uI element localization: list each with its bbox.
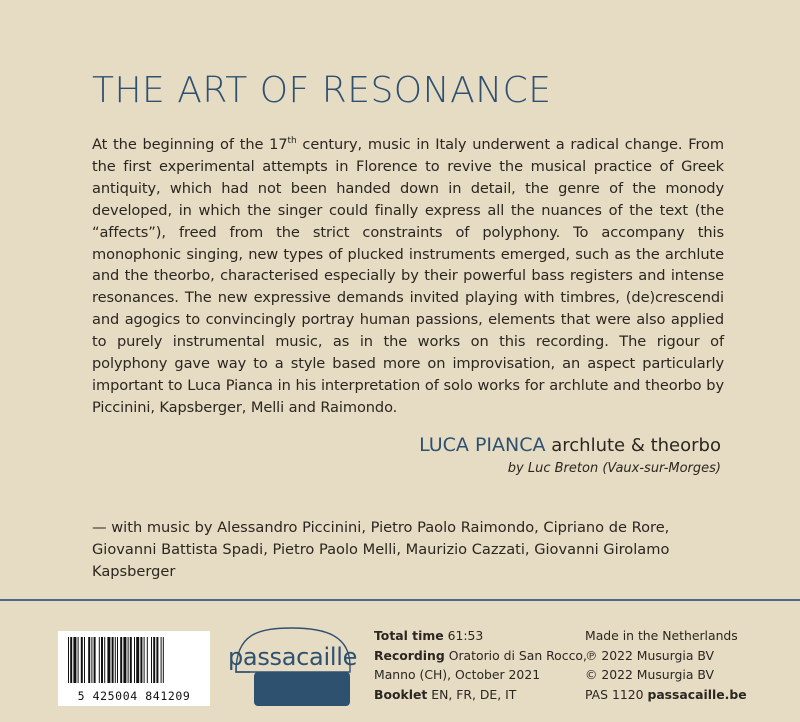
made-in: Made in the Netherlands: [585, 628, 738, 643]
website: passacaille.be: [647, 686, 747, 702]
copyright: © 2022 Musurgia BV: [585, 667, 714, 682]
liner-notes-lead: At the beginning of the 17: [92, 136, 288, 153]
barcode: [58, 631, 210, 706]
performer-line: [419, 434, 721, 456]
composer-list: — with music by Alessandro Piccinini, Pietro Paolo Raimondo, Cipriano de Rore, Giovanni Battista Spadi, Pietro Paolo Melli, Maurizio Cazzati, Giovanni Girolamo Kapsberger: [92, 519, 670, 580]
barcode-digits: 5 425004 841209: [77, 689, 191, 703]
barcode-bars: [66, 637, 202, 685]
recording-label: Recording: [374, 647, 445, 663]
label-logo: [228, 626, 356, 708]
booklet-label: Booklet: [374, 686, 428, 702]
recording-info: [374, 626, 587, 704]
catalog-number: PAS 1120: [585, 686, 644, 702]
booklet-row: [374, 685, 587, 705]
album-title: THE ART OF RESONANCE: [92, 70, 552, 111]
booklet-value: EN, FR, DE, IT: [431, 686, 517, 702]
total-time-label: Total time: [374, 628, 444, 643]
performer-instruments: archlute & theorbo: [551, 435, 721, 456]
liner-notes-rest: century, music in Italy underwent a radical change. From the first experimental attempts in Florence to revive the musical practice of Greek antiquity, which had not been handed down in detail, the genre of the monody developed, in which the singer could finally express all the nuances of the text (the “affects”), freed from the strict constraints of polyphony. To accompany this monophonic singing, new types of plucked instruments emerged, such as the archlute and the theorbo, characterised especially by their powerful bass registers and intense resonances. The new expressive demands invited playing with timbres, (de)crescendi and agogics to convincingly portray human passions, elements that were also applied to purely instrumental music, as in the works on this recording. The rigour of polyphony gave way to a style based more on improvisation, an aspect particularly important to Luca Pianca in his interpretation of solo works for archlute and theorbo by Piccinini, Kapsberger, Melli and Raimondo.: [92, 136, 724, 416]
divider-rule: [0, 599, 800, 601]
legal-info: [585, 626, 747, 704]
total-time-row: [374, 626, 587, 646]
instrument-maker-credit: by Luc Breton (Vaux-sur-Morges): [507, 461, 721, 476]
catalog-row: [585, 685, 747, 705]
recording-value: Oratorio di San Rocco,: [448, 647, 587, 663]
recording-row-2: Manno (CH), October 2021: [374, 667, 541, 682]
liner-notes: [92, 134, 724, 419]
logo-wordmark: passacaille: [228, 643, 358, 671]
liner-notes-superscript: th: [287, 136, 297, 147]
performer-name: LUCA PIANCA: [419, 434, 546, 456]
total-time-value: 61:53: [447, 628, 484, 643]
recording-row: [374, 646, 587, 666]
phonogram-copyright: ℗ 2022 Musurgia BV: [585, 647, 714, 663]
